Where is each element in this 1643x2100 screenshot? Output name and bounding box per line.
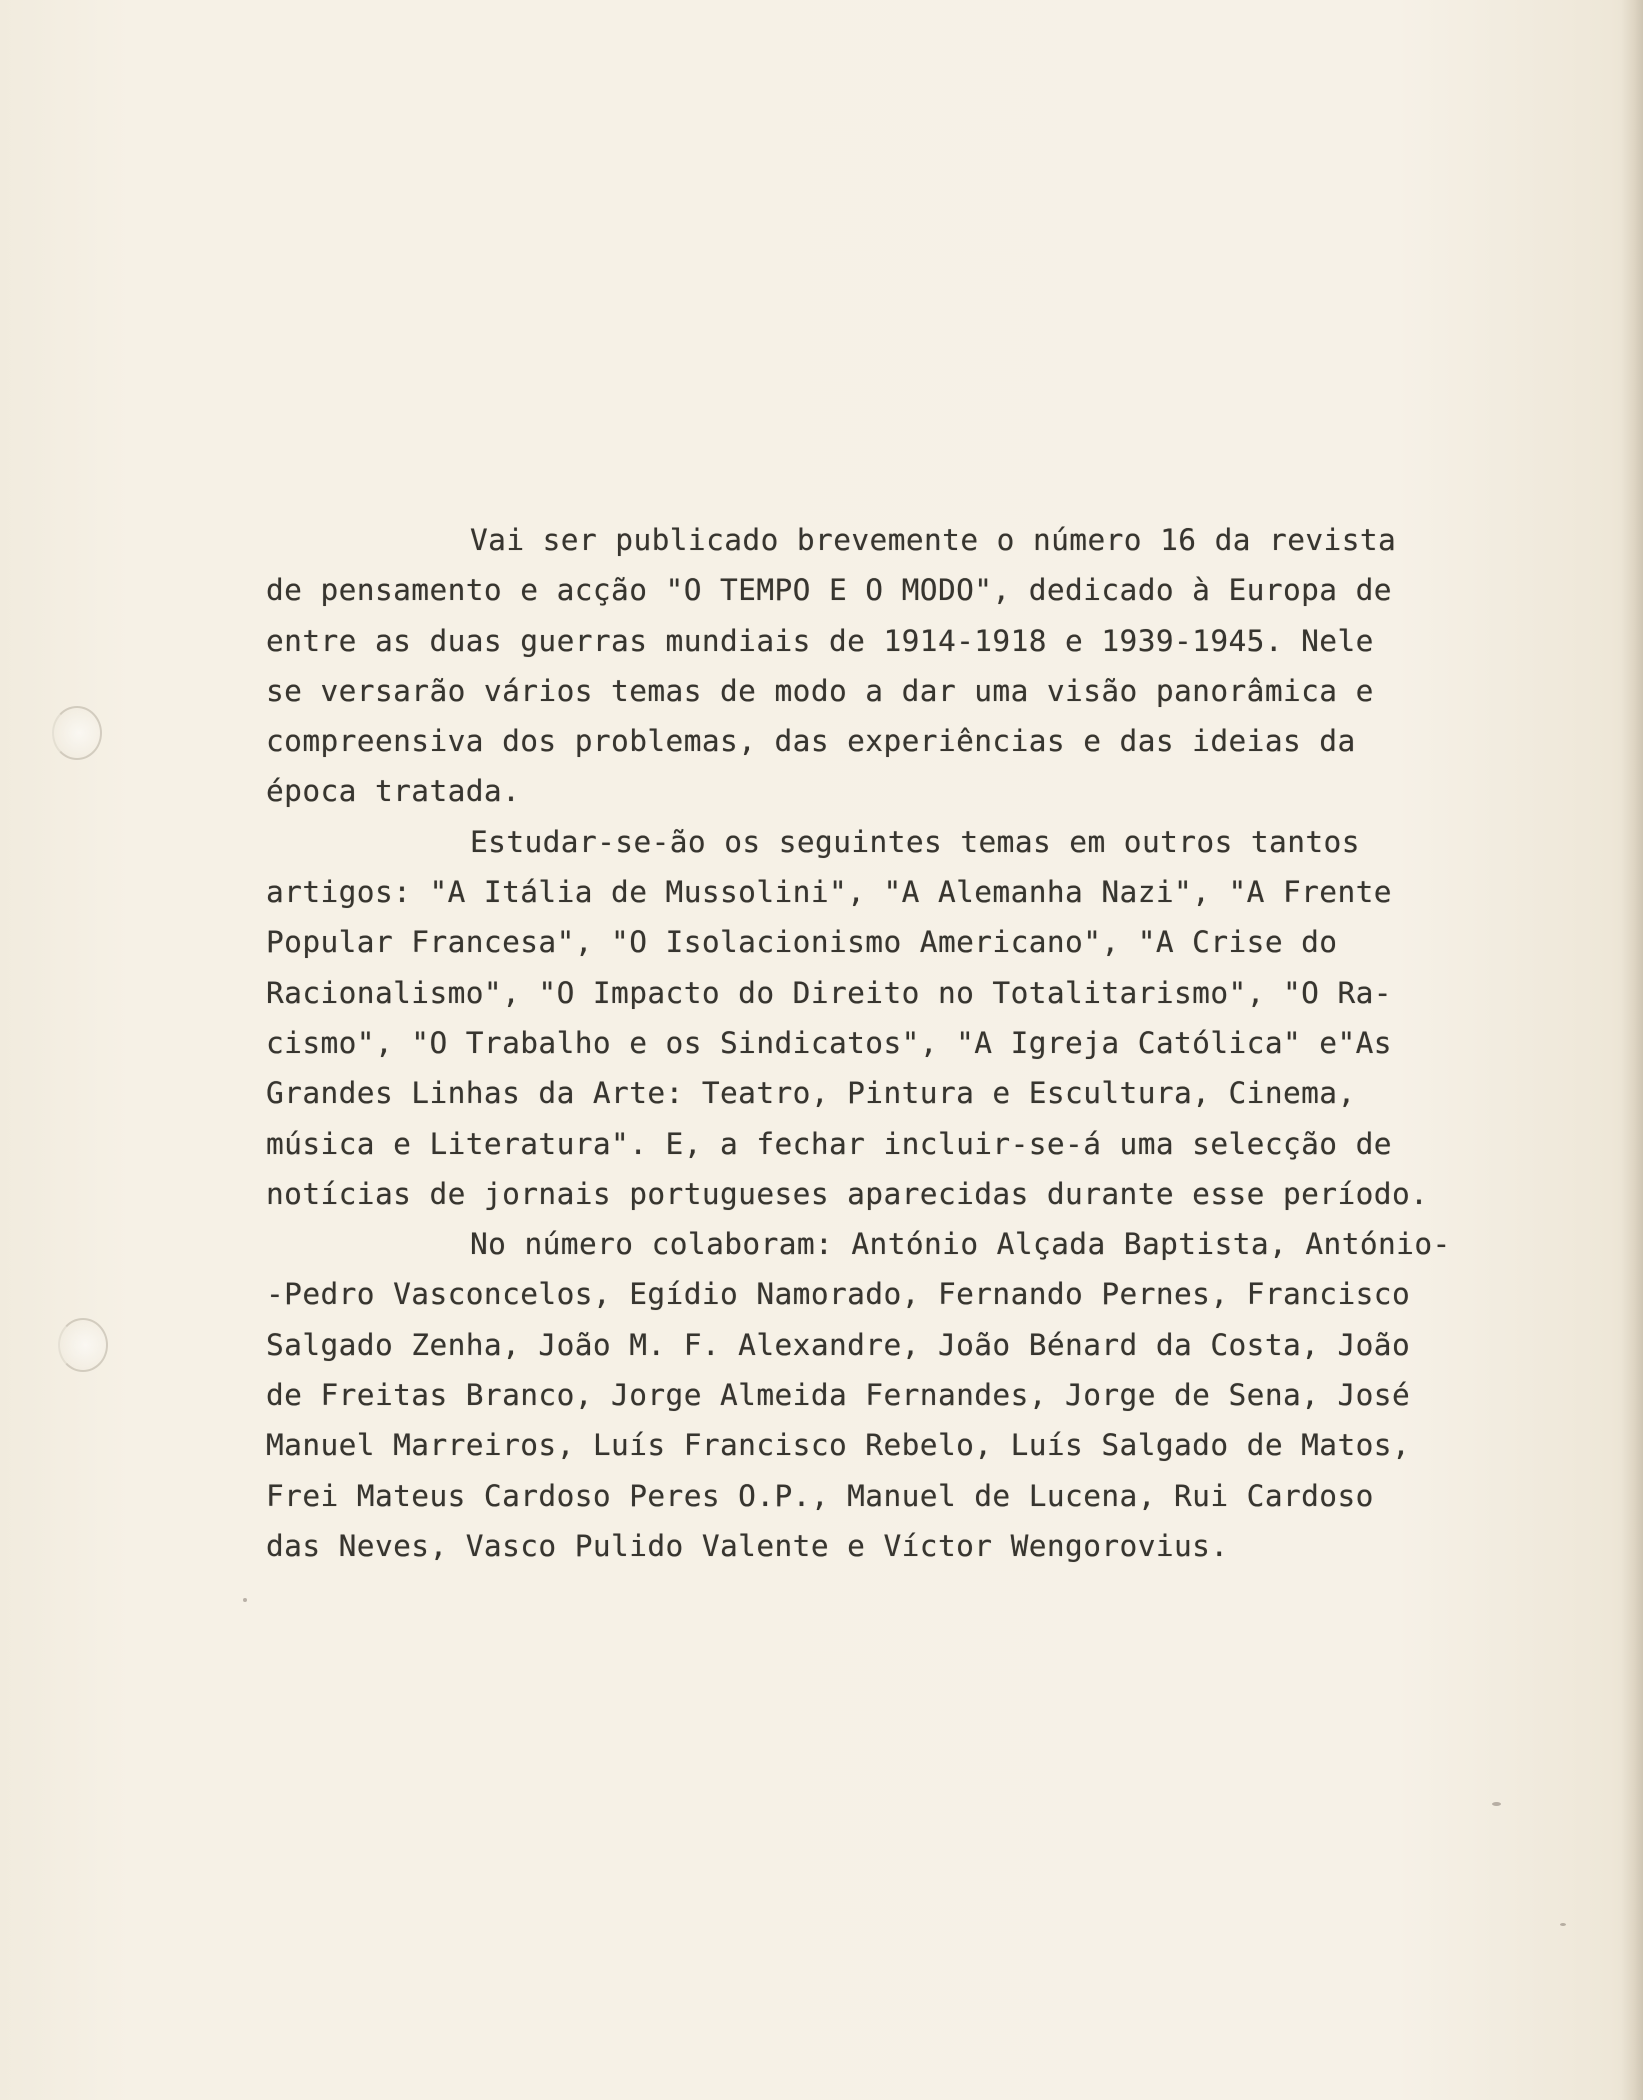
paper-speck (1560, 1923, 1566, 1926)
text-line: se versarão vários temas de modo a dar uma visão panorâmica e (266, 673, 1374, 708)
punch-hole-bottom (58, 1318, 108, 1372)
punch-hole-top (52, 706, 102, 760)
text-line: de pensamento e acção "O TEMPO E O MODO", dedicado à Europa de (266, 573, 1392, 608)
text-line: música e Literatura". E, a fechar incluir-se-á uma selecção de (266, 1126, 1392, 1161)
typed-text-body (266, 515, 1586, 1571)
text-line: Racionalismo", "O Impacto do Direito no Totalitarismo", "O Ra- (266, 975, 1392, 1010)
paper-speck (1492, 1802, 1501, 1806)
text-line: entre as duas guerras mundiais de 1914-1918 e 1939-1945. Nele (266, 623, 1374, 658)
text-line: Frei Mateus Cardoso Peres O.P., Manuel de Lucena, Rui Cardoso (266, 1478, 1374, 1513)
text-line: No número colaboram: António Alçada Baptista, António- (470, 1227, 1451, 1262)
text-line: Grandes Linhas da Arte: Teatro, Pintura e Escultura, Cinema, (266, 1076, 1356, 1111)
text-line: Vai ser publicado brevemente o número 16 da revista (470, 523, 1397, 557)
text-line: compreensiva dos problemas, das experiências e das ideias da (266, 724, 1356, 759)
text-line: das Neves, Vasco Pulido Valente e Víctor Wengorovius. (266, 1528, 1229, 1563)
text-line: Salgado Zenha, João M. F. Alexandre, João Bénard da Costa, João (266, 1327, 1411, 1362)
text-line: cismo", "O Trabalho e os Sindicatos", "A Igreja Católica" e"As (266, 1025, 1392, 1060)
text-line: -Pedro Vasconcelos, Egídio Namorado, Fernando Pernes, Francisco (266, 1277, 1411, 1312)
page-edge-shadow (1621, 0, 1643, 2100)
text-line: notícias de jornais portugueses aparecidas durante esse período. (266, 1176, 1429, 1211)
text-line: Estudar-se-ão os seguintes temas em outros tantos (470, 824, 1360, 859)
text-line: de Freitas Branco, Jorge Almeida Fernandes, Jorge de Sena, José (266, 1378, 1411, 1413)
text-line: Manuel Marreiros, Luís Francisco Rebelo, Luís Salgado de Matos, (266, 1428, 1411, 1463)
paper-speck (243, 1598, 247, 1602)
text-line: época tratada. (266, 774, 521, 809)
text-line: artigos: "A Itália de Mussolini", "A Alemanha Nazi", "A Frente (266, 875, 1392, 910)
text-line: Popular Francesa", "O Isolacionismo Americano", "A Crise do (266, 925, 1338, 960)
